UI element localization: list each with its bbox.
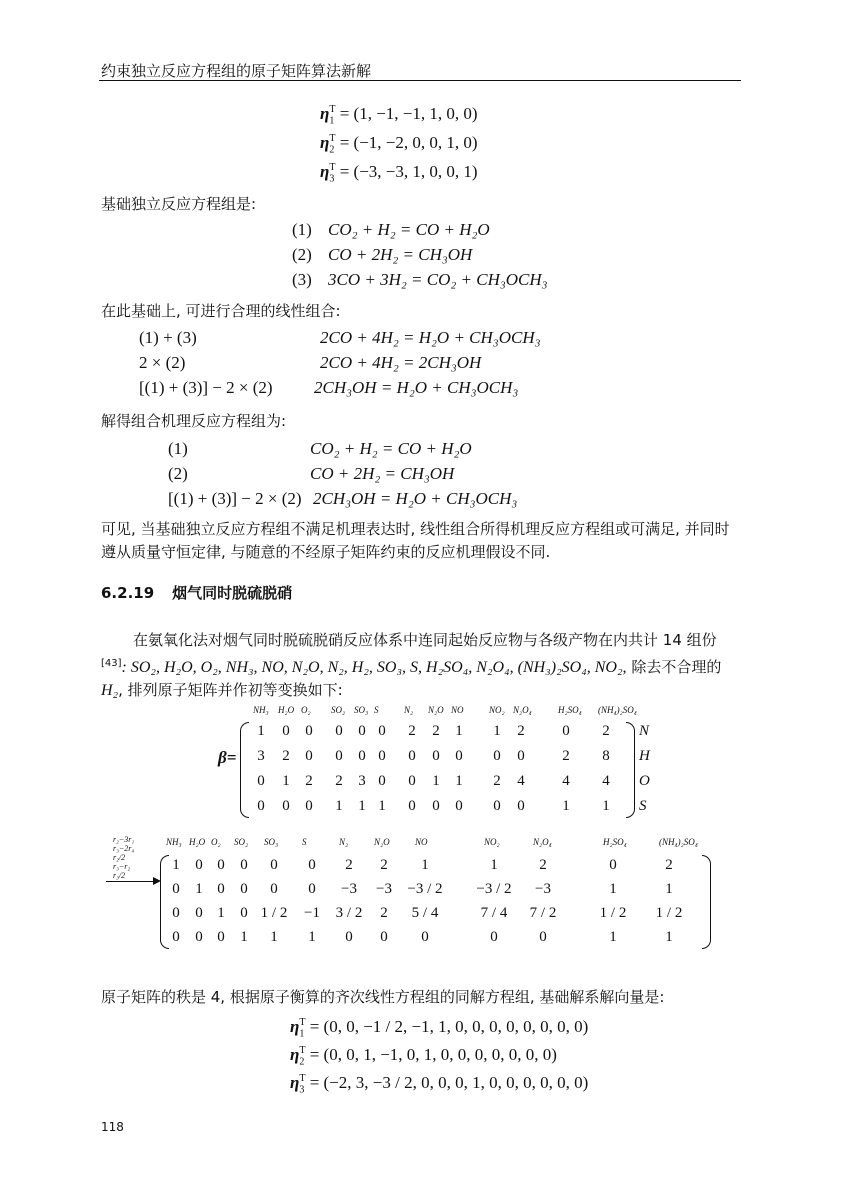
matrix-column-head: SO₃	[264, 837, 279, 847]
eta-vector	[320, 133, 478, 155]
text-mech-intro: 解得组合机理反应方程组为:	[101, 412, 287, 430]
matrix-cell: −3	[535, 881, 551, 897]
matrix-cell: 0	[270, 857, 278, 873]
matrix-cell: 2	[345, 857, 353, 873]
matrix-cell: 5 / 4	[411, 905, 439, 921]
eta-symbol: η	[320, 133, 330, 152]
matrix-cell: 0	[455, 798, 463, 814]
paragraph-species	[101, 629, 741, 702]
matrix-row-label: H	[639, 748, 650, 764]
combo-operation: [(1) + (3)] − 2 × (2)	[139, 378, 273, 397]
matrix-cell: 2	[432, 723, 440, 739]
matrix-cell: 0	[305, 748, 313, 764]
eta-vector	[320, 162, 478, 184]
matrix-cell: 2	[335, 773, 343, 789]
eta-transpose: T	[299, 1073, 306, 1085]
row-operation: r₂−3r₁	[113, 835, 135, 844]
matrix-cell: 0	[282, 723, 290, 739]
eta-symbol: η	[320, 162, 330, 181]
matrix-cell: 1	[665, 881, 673, 897]
matrix-cell: 1	[195, 881, 203, 897]
mechanism-label: (1)	[168, 439, 188, 458]
matrix-cell: 0	[432, 798, 440, 814]
matrix-column-head: H₂SO₄	[603, 837, 627, 847]
eta-subscript: 3	[329, 173, 335, 185]
combo-equation: 2CO + 4H₂ = H₂O + CH₃OCH₃	[320, 328, 541, 347]
combo-operation: 2 × (2)	[139, 353, 186, 372]
matrix-cell: 0	[195, 857, 203, 873]
matrix-cell: 0	[408, 773, 416, 789]
matrix-cell: −3	[376, 881, 392, 897]
matrix-cell: 2	[408, 723, 416, 739]
mechanism-label: (2)	[168, 464, 188, 483]
eta-values: = (−1, −2, 0, 0, 1, 0)	[335, 133, 478, 152]
equation-number: (3)	[292, 270, 312, 289]
matrix-cell: 1	[358, 798, 366, 814]
matrix-cell: 2	[602, 723, 610, 739]
eta-symbol: η	[290, 1073, 300, 1092]
equation-number: (1)	[292, 220, 312, 239]
matrix-cell: 1	[240, 929, 248, 945]
matrix-cell: 0	[305, 798, 313, 814]
matrix-cell: 4	[517, 773, 525, 789]
matrix-cell: 1	[490, 857, 498, 873]
row-operation: r₃−2r₄	[113, 844, 135, 853]
matrix-cell: 0	[240, 905, 248, 921]
matrix-cell: −1	[304, 905, 320, 921]
header-rule	[99, 80, 741, 81]
eta-values: = (−3, −3, 1, 0, 0, 1)	[335, 162, 478, 181]
matrix-cell: 0	[358, 748, 366, 764]
matrix-cell: 0	[195, 905, 203, 921]
eta-symbol: η	[290, 1017, 300, 1036]
matrix-cell: 0	[282, 798, 290, 814]
matrix-label: β=	[218, 748, 237, 767]
matrix-cell: 0	[217, 857, 225, 873]
matrix-cell: 3 / 2	[335, 905, 363, 921]
eta-values: = (1, −1, −1, 1, 0, 0)	[335, 104, 478, 123]
eta-vector	[290, 1045, 557, 1067]
eta-vector	[320, 104, 478, 126]
matrix-cell: 0	[240, 881, 248, 897]
matrix-cell: 0	[172, 905, 180, 921]
matrix-cell: 1	[432, 773, 440, 789]
combo-operation: (1) + (3)	[139, 328, 197, 347]
matrix-column-head: N₂	[339, 837, 349, 847]
eta-transpose: T	[329, 133, 336, 145]
matrix-cell: 7 / 4	[480, 905, 508, 921]
matrix-column-head: SO₂	[331, 705, 346, 715]
matrix-cell: 2	[380, 905, 388, 921]
matrix-column-head: SO₃	[354, 705, 369, 715]
equation-number: (2)	[292, 245, 312, 264]
matrix-cell: 2	[562, 748, 570, 764]
eta-transpose: T	[329, 104, 336, 116]
eta-values: = (0, 0, −1 / 2, −1, 1, 0, 0, 0, 0, 0, 0, 0, 0)	[305, 1017, 589, 1036]
matrix-cell: 2	[539, 857, 547, 873]
matrix-column-head: H₂O	[278, 705, 295, 715]
matrix-cell: 1	[308, 929, 316, 945]
species-intro: 在氨氧化法对烟气同时脱硫脱硝反应体系中连同起始反应物与各级产物在内共计 14 组份	[133, 631, 717, 649]
eta-values: = (−2, 3, −3 / 2, 0, 0, 0, 1, 0, 0, 0, 0, 0, 0)	[305, 1073, 589, 1092]
matrix-column-head: NH₃	[253, 705, 269, 715]
section-title: 烟气同时脱硫脱硝	[172, 584, 293, 602]
mechanism-equation: CO + 2H₂ = CH₃OH	[310, 464, 455, 483]
species-h2: H₂	[101, 682, 119, 699]
matrix-cell: 0	[358, 723, 366, 739]
eta-subscript: 1	[299, 1028, 305, 1040]
matrix-cell: 0	[172, 929, 180, 945]
matrix-cell: 1	[609, 929, 617, 945]
matrix-cell: 0	[517, 748, 525, 764]
eta-subscript: 1	[329, 115, 335, 127]
matrix-cell: 0	[493, 748, 501, 764]
species-list: : SO₂, H₂O, O₂, NH₃, NO, N₂O, N₂, H₂, SO₃, S, H₂SO₄, N₂O₄, (NH₃)₂SO₄, NO₂,	[121, 659, 627, 676]
matrix-row-label: S	[639, 798, 647, 814]
matrix-cell: 0	[270, 881, 278, 897]
matrix-cell: 0	[335, 723, 343, 739]
matrix-cell: 1	[602, 798, 610, 814]
matrix-cell: 1 / 2	[655, 905, 683, 921]
matrix-row-label: N	[639, 723, 650, 739]
matrix-cell: 0	[493, 798, 501, 814]
matrix-cell: 1	[378, 798, 386, 814]
matrix-cell: 2	[305, 773, 313, 789]
matrix-column-head: N₂O	[428, 705, 444, 715]
section-number: 6.2.19	[101, 584, 155, 602]
running-header: 约束独立反应方程组的原子矩阵算法新解	[101, 62, 372, 80]
matrix-cell: 0	[257, 798, 265, 814]
matrix-column-head: N₂O	[374, 837, 390, 847]
text-combo-intro: 在此基础上, 可进行合理的线性组合:	[101, 302, 341, 320]
matrix-column-head: NH₃	[166, 837, 182, 847]
matrix-column-head: S	[302, 837, 307, 847]
matrix-cell: 8	[602, 748, 610, 764]
matrix-cell: 0	[432, 748, 440, 764]
matrix-cell: 1	[493, 723, 501, 739]
mechanism-equation: 2CH₃OH = H₂O + CH₃OCH₃	[313, 489, 518, 508]
matrix-column-head: NO	[451, 705, 464, 715]
matrix-cell: 4	[602, 773, 610, 789]
text-basic-intro: 基础独立反应方程组是:	[101, 195, 257, 213]
matrix-cell: 0	[380, 929, 388, 945]
matrix-cell: 4	[562, 773, 570, 789]
row-operation: r₃/2	[113, 871, 126, 880]
matrix-cell: 1	[282, 773, 290, 789]
matrix-cell: 0	[539, 929, 547, 945]
matrix-row-label: O	[639, 773, 650, 789]
matrix-cell: 0	[421, 929, 429, 945]
matrix-cell: 2	[665, 857, 673, 873]
page-number: 118	[101, 1120, 124, 1134]
matrix-cell: 2	[282, 748, 290, 764]
matrix-column-head: N₂O₄	[533, 837, 552, 847]
matrix-cell: 1	[421, 857, 429, 873]
matrix-cell: 0	[455, 748, 463, 764]
eta-transpose: T	[329, 162, 336, 174]
species-remove: 除去不合理的	[626, 658, 722, 676]
species-tail: , 排列原子矩阵并作初等变换如下:	[118, 681, 343, 699]
row-operation: r₃−r₂	[113, 862, 131, 871]
eta-vector	[290, 1017, 588, 1039]
matrix-column-head: O₂	[211, 837, 221, 847]
matrix-cell: 0	[609, 857, 617, 873]
matrix-cell: 0	[408, 748, 416, 764]
paragraph-rank: 原子矩阵的秩是 4, 根据原子衡算的齐次线性方程组的同解方程组, 基础解系解向量是:	[101, 988, 665, 1006]
matrix-cell: 7 / 2	[529, 905, 557, 921]
matrix-column-head: H₂SO₄	[558, 705, 582, 715]
matrix-column-head: H₂O	[189, 837, 206, 847]
matrix-cell: 1	[665, 929, 673, 945]
matrix-column-head: NO₂	[489, 705, 505, 715]
eta-subscript: 2	[329, 144, 335, 156]
matrix-cell: 0	[195, 929, 203, 945]
matrix-right-bracket	[626, 722, 635, 818]
matrix-cell: 0	[562, 723, 570, 739]
matrix-column-head: (NH₄)₂SO₄	[598, 705, 637, 715]
matrix-right-bracket	[702, 855, 711, 949]
matrix-cell: 0	[217, 881, 225, 897]
matrix-cell: 0	[308, 881, 316, 897]
equation: CO₂ + H₂ = CO + H₂O	[328, 220, 490, 239]
matrix-cell: 0	[217, 929, 225, 945]
matrix-column-head: SO₂	[234, 837, 249, 847]
matrix-column-head: N₂	[404, 705, 414, 715]
eta-transpose: T	[299, 1045, 306, 1057]
matrix-column-head: S	[374, 705, 379, 715]
matrix-cell: 0	[345, 929, 353, 945]
matrix-cell: 1	[609, 881, 617, 897]
matrix-cell: −3 / 2	[476, 881, 512, 897]
equation: 3CO + 3H₂ = CO₂ + CH₃OCH₃	[328, 270, 548, 289]
eta-symbol: η	[320, 104, 330, 123]
mechanism-equation: CO₂ + H₂ = CO + H₂O	[310, 439, 472, 458]
matrix-cell: 0	[378, 723, 386, 739]
matrix-cell: −3 / 2	[407, 881, 443, 897]
matrix-cell: 0	[490, 929, 498, 945]
eta-values: = (0, 0, 1, −1, 0, 1, 0, 0, 0, 0, 0, 0, 0)	[305, 1045, 557, 1064]
matrix-cell: 0	[257, 773, 265, 789]
matrix-cell: 1	[455, 773, 463, 789]
combo-equation: 2CH₃OH = H₂O + CH₃OCH₃	[314, 378, 519, 397]
matrix-cell: 0	[378, 773, 386, 789]
matrix-cell: −3	[341, 881, 357, 897]
matrix-cell: 2	[493, 773, 501, 789]
matrix-cell: 3	[358, 773, 366, 789]
eta-subscript: 3	[299, 1084, 305, 1096]
matrix-cell: 1	[455, 723, 463, 739]
matrix-cell: 1	[335, 798, 343, 814]
eta-subscript: 2	[299, 1056, 305, 1068]
row-operation: r₂/2	[113, 853, 126, 862]
matrix-cell: 3	[257, 748, 265, 764]
eta-transpose: T	[299, 1017, 306, 1029]
matrix-cell: 1	[257, 723, 265, 739]
matrix-cell: 1 / 2	[599, 905, 627, 921]
matrix-cell: 0	[335, 748, 343, 764]
matrix-cell: 0	[378, 748, 386, 764]
matrix-column-head: NO	[415, 837, 428, 847]
matrix-cell: 1	[217, 905, 225, 921]
citation: [43]	[101, 658, 122, 669]
mechanism-label: [(1) + (3)] − 2 × (2)	[168, 489, 302, 508]
matrix-cell: 0	[408, 798, 416, 814]
matrix-cell: 1 / 2	[260, 905, 288, 921]
matrix-column-head: (NH₄)₂SO₄	[659, 837, 698, 847]
eta-symbol: η	[290, 1045, 300, 1064]
matrix-cell: 0	[172, 881, 180, 897]
section-heading	[101, 582, 292, 603]
matrix-cell: 0	[517, 798, 525, 814]
combo-equation: 2CO + 4H₂ = 2CH₃OH	[320, 353, 482, 372]
matrix-cell: 1	[172, 857, 180, 873]
matrix-cell: 2	[380, 857, 388, 873]
matrix-cell: 2	[517, 723, 525, 739]
row-operations	[113, 835, 134, 880]
matrix-cell: 0	[305, 723, 313, 739]
matrix-column-head: N₂O₄	[513, 705, 532, 715]
matrix-column-head: NO₂	[484, 837, 500, 847]
matrix-cell: 0	[308, 857, 316, 873]
matrix-cell: 1	[562, 798, 570, 814]
matrix-cell: 0	[240, 857, 248, 873]
equation: CO + 2H₂ = CH₃OH	[328, 245, 473, 264]
paragraph-conclusion: 可见, 当基础独立反应方程组不满足机理表达时, 线性组合所得机理反应方程组或可满足, 并同时遵从质量守恒定律, 与随意的不经原子矩阵约束的反应机理假设不同.	[101, 520, 730, 561]
eta-vector	[290, 1073, 588, 1095]
matrix-column-head: O₂	[301, 705, 311, 715]
matrix-cell: 1	[270, 929, 278, 945]
